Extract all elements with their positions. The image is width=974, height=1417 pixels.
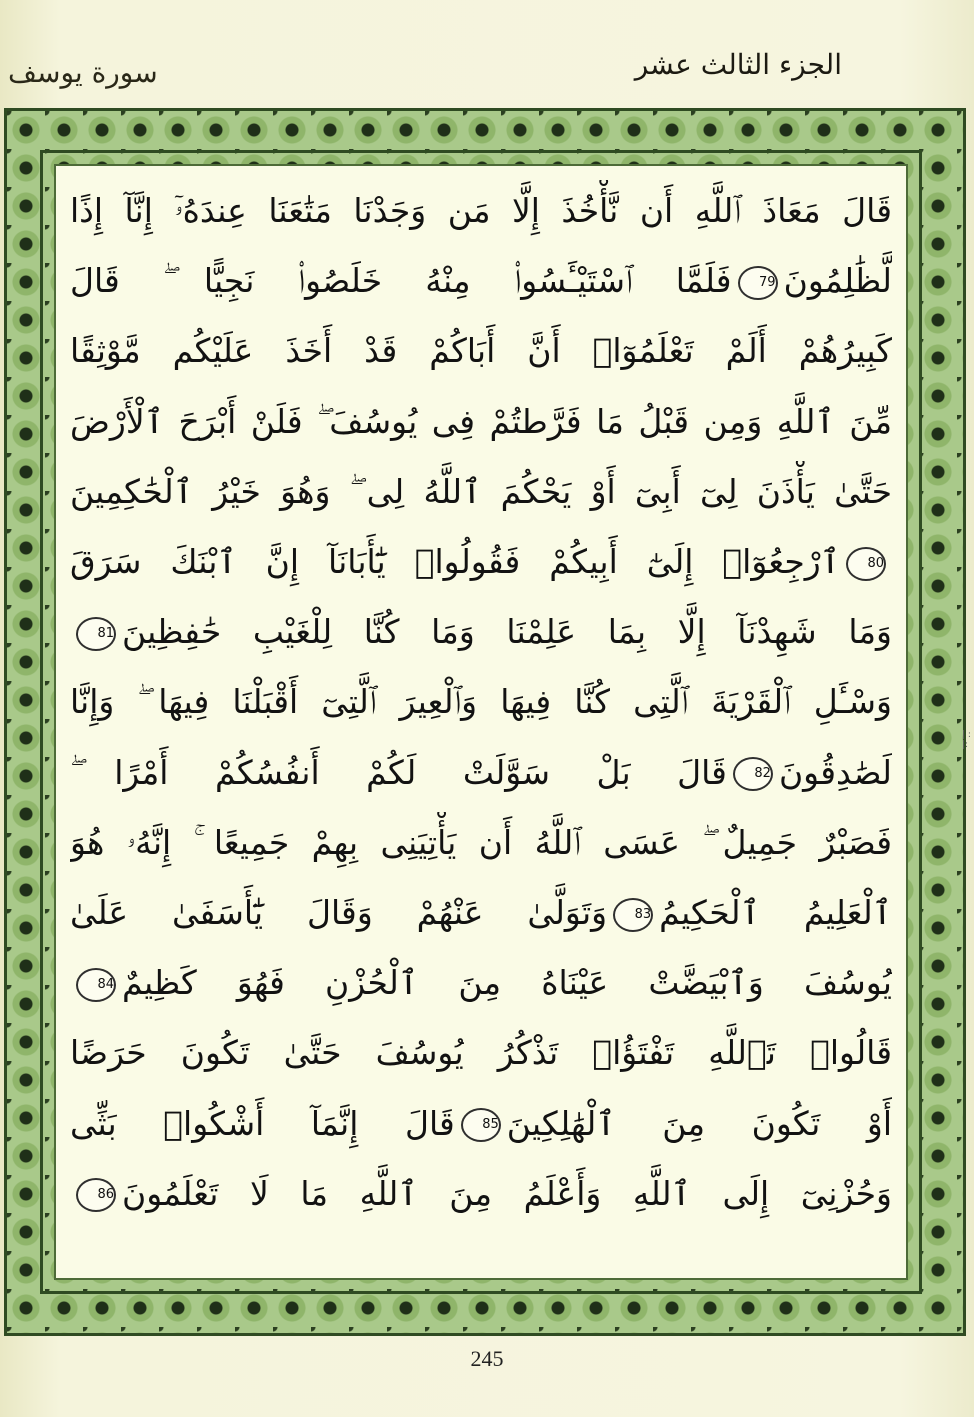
verse-line bbox=[70, 1022, 892, 1084]
verse-text: قَالَ مَعَاذَ ٱللَّهِ أَن نَّأْخُذَ إِلَّا مَن وَجَدْنَا مَتَٰعَنَا عِندَهُۥٓ إِنَّآ إِذًا bbox=[70, 191, 892, 230]
verse-line bbox=[70, 882, 892, 944]
verse-text-continued: فَلَمَّا ٱسْتَيْـَٔسُوا۟ مِنْهُ خَلَصُوا۟ نَجِيًّا ۖ قَالَ bbox=[70, 261, 732, 301]
verse-text: مِّنَ ٱللَّهِ وَمِن قَبْلُ مَا فَرَّطتُمْ فِى يُوسُفَ ۖ فَلَنْ أَبْرَحَ ٱلْأَرْضَ bbox=[70, 401, 892, 441]
ayah-number-marker: 80 bbox=[846, 547, 886, 581]
surah-title: سورة يوسف bbox=[8, 56, 158, 89]
verse-text: وَمَا شَهِدْنَآ إِلَّا بِمَا عَلِمْنَا وَمَا كُنَّا لِلْغَيْبِ حَٰفِظِينَ bbox=[122, 612, 892, 652]
verse-text: وَسْـَٔلِ ٱلْقَرْيَةَ ٱلَّتِى كُنَّا فِيهَا وَٱلْعِيرَ ٱلَّتِىٓ أَقْبَلْنَا فِيهَا ۖ وَإِنَّا bbox=[70, 682, 892, 722]
ayah-number-marker: 85 bbox=[461, 1108, 501, 1142]
verse-text: وَحُزْنِىٓ إِلَى ٱللَّهِ وَأَعْلَمُ مِنَ ٱللَّهِ مَا لَا تَعْلَمُونَ bbox=[122, 1173, 892, 1213]
verse-line bbox=[70, 250, 892, 312]
verse-text-continued: ٱرْجِعُوٓا۟ إِلَىٰٓ أَبِيكُمْ فَقُولُوا۟ يَٰٓأَبَانَآ إِنَّ ٱبْنَكَ سَرَقَ bbox=[70, 542, 840, 581]
verse-line bbox=[70, 812, 892, 874]
ayah-number-marker: 79 bbox=[738, 266, 778, 300]
page-header bbox=[0, 40, 974, 100]
verse-line bbox=[70, 1093, 892, 1155]
verse-line bbox=[70, 671, 892, 733]
verse-line bbox=[70, 461, 892, 523]
verse-line bbox=[70, 1163, 892, 1225]
ayah-number-marker: 84 bbox=[76, 968, 116, 1002]
verse-line bbox=[70, 601, 892, 663]
verse-line bbox=[70, 180, 892, 242]
verse-line bbox=[70, 742, 892, 804]
verse-text: كَبِيرُهُمْ أَلَمْ تَعْلَمُوٓا۟ أَنَّ أَبَاكُمْ قَدْ أَخَذَ عَلَيْكُم مَّوْثِقًا bbox=[70, 331, 892, 371]
verse-text-continued: وَتَوَلَّىٰ عَنْهُمْ وَقَالَ يَٰٓأَسَفَىٰ عَلَىٰ bbox=[70, 893, 608, 932]
ayah-number-marker: 82 bbox=[733, 757, 773, 791]
verse-text: ٱلْعَلِيمُ ٱلْحَكِيمُ bbox=[659, 893, 892, 932]
verse-line bbox=[70, 391, 892, 453]
edge-marks-decoration: | : |: bbox=[962, 730, 971, 750]
verse-line bbox=[70, 952, 892, 1014]
verse-text: فَصَبْرٌ جَمِيلٌ ۖ عَسَى ٱللَّهُ أَن يَأْتِيَنِى بِهِمْ جَمِيعًا ۚ إِنَّهُۥ هُوَ bbox=[70, 822, 892, 862]
juz-title: الجزء الثالث عشر bbox=[634, 48, 842, 81]
verse-text-continued: قَالَ إِنَّمَآ أَشْكُوا۟ بَثِّى bbox=[70, 1103, 455, 1143]
verse-text: قَالُوا۟ تَٱللَّهِ تَفْتَؤُا۟ تَذْكُرُ يُوسُفَ حَتَّىٰ تَكُونَ حَرَضًا bbox=[70, 1033, 892, 1073]
verse-text-continued: قَالَ بَلْ سَوَّلَتْ لَكُمْ أَنفُسُكُمْ أَمْرًا ۖ bbox=[70, 752, 727, 792]
ayah-number-marker: 81 bbox=[76, 617, 116, 651]
verse-text: يُوسُفَ وَٱبْيَضَّتْ عَيْنَاهُ مِنَ ٱلْحُزْنِ فَهُوَ كَظِيمٌ bbox=[122, 963, 892, 1003]
verse-text: حَتَّىٰ يَأْذَنَ لِىٓ أَبِىٓ أَوْ يَحْكُمَ ٱللَّهُ لِى ۖ وَهُوَ خَيْرُ ٱلْحَٰكِمِينَ bbox=[70, 471, 892, 511]
verse-line bbox=[70, 531, 892, 593]
verse-text: أَوْ تَكُونَ مِنَ ٱلْهَٰلِكِينَ bbox=[506, 1103, 892, 1143]
ayah-number-marker: 83 bbox=[613, 898, 653, 932]
verse-line bbox=[70, 320, 892, 382]
page-number: 245 bbox=[470, 1346, 504, 1371]
ayah-number-marker: 86 bbox=[76, 1178, 116, 1212]
verse-text: لَصَٰدِقُونَ bbox=[778, 752, 892, 792]
verse-text: لَّظَٰلِمُونَ bbox=[783, 261, 892, 301]
